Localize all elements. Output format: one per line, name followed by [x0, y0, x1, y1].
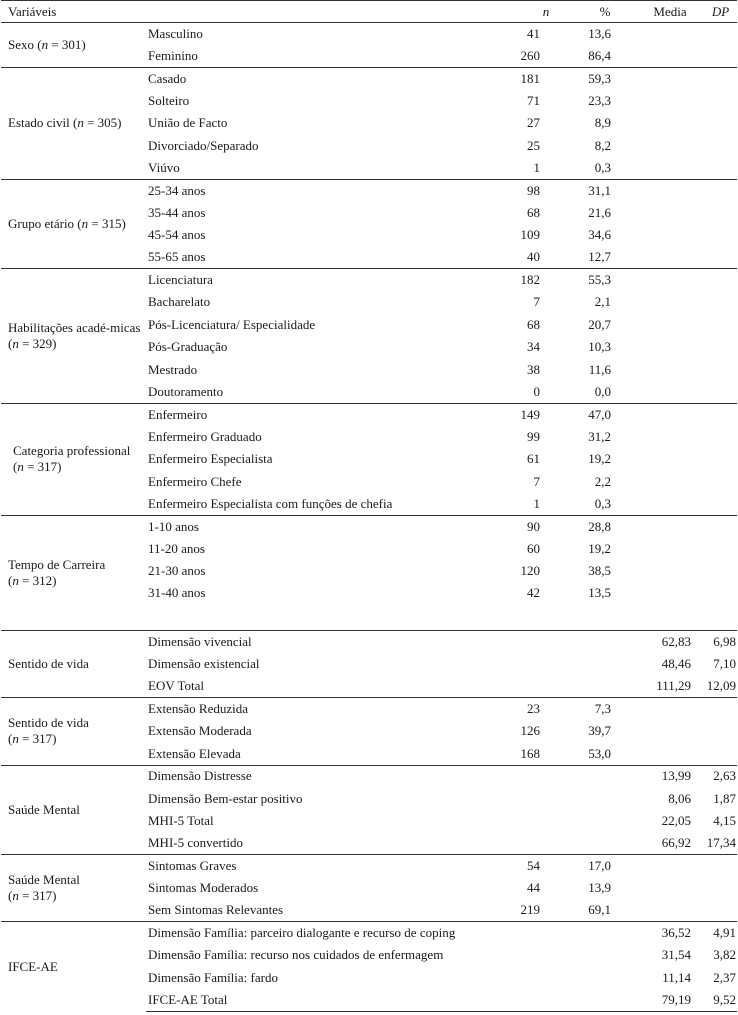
cell-media [636, 698, 696, 720]
cell-dp: 3,82 [713, 947, 736, 963]
row-label: Enfermeiro Especialista com funções de chefia [148, 495, 393, 511]
group-label: Estado civil (n = 305) [1, 67, 146, 179]
cell-pct [566, 765, 636, 787]
cell-dp [696, 246, 737, 268]
cell-pct: 11,6 [588, 361, 611, 377]
table-row [1, 765, 737, 787]
cell-dp [696, 45, 737, 67]
cell-media [636, 45, 696, 67]
group-label: Saúde Mental (n = 317) [1, 855, 146, 922]
cell-pct: 7,3 [566, 698, 636, 720]
cell-dp [696, 855, 737, 877]
cell-dp [696, 134, 737, 156]
group-label: Sentido de vida (n = 317) [1, 698, 146, 765]
row-label: Casado [146, 67, 512, 89]
cell-n: 38 [527, 361, 540, 377]
section-4 [1, 403, 737, 515]
cell-n: 61 [527, 451, 540, 467]
cell-dp: 1,87 [713, 790, 736, 806]
cell-dp [696, 515, 737, 537]
header-label-spacer [146, 1, 512, 23]
section-10 [1, 922, 737, 1012]
group-label: IFCE-AE [1, 922, 146, 1012]
row-label: Enfermeiro Especialista [148, 451, 273, 467]
cell-dp [696, 899, 737, 921]
cell-dp [696, 743, 737, 765]
row-label: IFCE-AE Total [146, 989, 512, 1011]
cell-media [636, 314, 696, 336]
cell-media: 11,14 [662, 969, 691, 985]
row-label: 31-40 anos [148, 585, 206, 601]
row-label: Dimensão existencial [148, 656, 260, 672]
cell-media [636, 269, 696, 291]
group-label: Sexo (n = 301) [1, 23, 146, 68]
cell-pct: 55,3 [566, 269, 636, 291]
table-row [1, 403, 737, 425]
row-label: União de Facto [148, 115, 228, 131]
cell-media [636, 202, 696, 224]
table-row [1, 269, 737, 291]
cell-media [636, 877, 696, 899]
header-pct: % [566, 1, 636, 23]
cell-media [636, 582, 696, 604]
cell-n [512, 631, 566, 653]
cell-n: 40 [527, 249, 540, 265]
cell-pct [566, 989, 636, 1011]
cell-n: 27 [527, 115, 540, 131]
cell-n: 219 [520, 902, 540, 918]
cell-n: 42 [527, 585, 540, 601]
cell-pct: 13,5 [588, 585, 611, 601]
cell-dp: 7,10 [713, 656, 736, 672]
cell-dp [696, 157, 737, 179]
cell-dp [696, 358, 737, 380]
row-label: 25-34 anos [146, 179, 512, 201]
row-label: Sintomas Graves [146, 855, 512, 877]
cell-pct [566, 967, 636, 989]
cell-media [636, 291, 696, 313]
group-label: Saúde Mental [1, 765, 146, 855]
cell-pct: 31,2 [588, 428, 611, 444]
row-label: 21-30 anos [148, 563, 206, 579]
section-2 [1, 179, 737, 269]
cell-pct [566, 810, 636, 832]
header-media: Media [636, 1, 696, 23]
cell-n: 1 [533, 495, 540, 511]
cell-n: 44 [527, 880, 540, 896]
cell-n: 126 [520, 723, 540, 739]
row-label: Enfermeiro Graduado [148, 428, 262, 444]
row-label: Dimensão Família: recurso nos cuidados de enfermagem [148, 947, 444, 963]
row-label: Dimensão Família: fardo [148, 969, 278, 985]
cell-pct: 8,2 [594, 137, 611, 153]
cell-media: 48,46 [661, 656, 691, 672]
cell-n: 7 [533, 473, 540, 489]
cell-dp: 4,15 [713, 812, 736, 828]
cell-dp [696, 336, 737, 358]
cell-n [512, 653, 566, 675]
section-5 [1, 515, 737, 631]
cell-pct: 38,5 [588, 563, 611, 579]
cell-dp [696, 381, 737, 403]
row-label: Extensão Elevada [148, 745, 241, 761]
cell-media [636, 743, 696, 765]
cell-media [636, 246, 696, 268]
header-n: n [512, 1, 566, 23]
cell-pct [566, 787, 636, 809]
cell-dp [696, 537, 737, 559]
cell-pct [566, 631, 636, 653]
cell-media: 13,99 [636, 765, 696, 787]
cell-n: 23 [512, 698, 566, 720]
row-label: 11-20 anos [148, 540, 205, 556]
cell-media: 31,54 [661, 947, 691, 963]
cell-pct: 12,7 [588, 249, 611, 265]
group-label: Tempo de Carreira (n = 312) [1, 515, 146, 631]
cell-media [636, 899, 696, 921]
cell-n: 0 [533, 383, 540, 399]
cell-pct: 59,3 [566, 67, 636, 89]
row-label: Enfermeiro Chefe [148, 473, 242, 489]
cell-dp [696, 314, 737, 336]
cell-media [636, 515, 696, 537]
row-label: Feminino [148, 47, 198, 63]
cell-pct: 13,9 [588, 880, 611, 896]
table-row [1, 631, 737, 653]
cell-n [512, 944, 566, 966]
section-6 [1, 631, 737, 698]
section-9 [1, 855, 737, 922]
sociodemographic-table [1, 0, 737, 1012]
cell-dp [696, 67, 737, 89]
header-dp: DP [696, 1, 737, 23]
cell-n: 41 [512, 23, 566, 45]
cell-media [636, 157, 696, 179]
table-row [1, 67, 737, 89]
cell-n: 109 [520, 227, 540, 243]
section-7 [1, 698, 737, 765]
cell-dp [696, 582, 737, 604]
cell-media: 66,92 [661, 835, 691, 851]
cell-dp [696, 269, 737, 291]
cell-pct: 39,7 [588, 723, 611, 739]
cell-n [512, 922, 566, 944]
cell-media: 36,52 [636, 922, 696, 944]
cell-n: 99 [527, 428, 540, 444]
row-label: Bacharelato [148, 294, 211, 310]
cell-n: 168 [520, 745, 540, 761]
header-row [1, 1, 737, 23]
table-row [1, 698, 737, 720]
cell-n: 60 [527, 540, 540, 556]
cell-n: 34 [527, 339, 540, 355]
row-label: Extensão Moderada [148, 723, 252, 739]
cell-media [636, 403, 696, 425]
row-label: MHI-5 convertido [148, 835, 243, 851]
cell-n: 90 [512, 515, 566, 537]
cell-pct: 31,1 [566, 179, 636, 201]
cell-pct: 0,0 [594, 383, 611, 399]
cell-dp [696, 470, 737, 492]
row-label: 1-10 anos [146, 515, 512, 537]
cell-pct: 13,6 [566, 23, 636, 45]
row-label: Dimensão vivencial [146, 631, 512, 653]
cell-dp [696, 720, 737, 742]
cell-media [636, 90, 696, 112]
cell-pct: 34,6 [588, 227, 611, 243]
cell-n [512, 832, 566, 854]
cell-media [636, 855, 696, 877]
cell-n [512, 787, 566, 809]
table-row [1, 922, 737, 944]
row-label: Sintomas Moderados [148, 880, 259, 896]
cell-pct: 2,1 [594, 294, 611, 310]
cell-pct: 53,0 [588, 745, 611, 761]
cell-media [636, 470, 696, 492]
cell-media [636, 224, 696, 246]
cell-pct [566, 944, 636, 966]
row-label: Doutoramento [148, 383, 224, 399]
cell-media [636, 179, 696, 201]
cell-media: 22,05 [661, 812, 691, 828]
section-8 [1, 765, 737, 855]
cell-dp [696, 112, 737, 134]
table-row [1, 515, 737, 537]
cell-media [636, 67, 696, 89]
table-row [1, 23, 737, 45]
group-label: Sentido de vida [1, 631, 146, 698]
cell-dp: 4,91 [696, 922, 737, 944]
cell-dp [696, 448, 737, 470]
cell-pct: 8,9 [594, 115, 611, 131]
cell-n [512, 675, 566, 697]
cell-dp [696, 877, 737, 899]
group-label: Grupo etário (n = 315) [1, 179, 146, 269]
cell-dp: 17,34 [706, 835, 736, 851]
row-label: Dimensão Família: parceiro dialogante e recurso de coping [146, 922, 512, 944]
cell-pct: 2,2 [594, 473, 611, 489]
cell-pct [566, 653, 636, 675]
cell-n [512, 765, 566, 787]
cell-n: 98 [512, 179, 566, 201]
row-label: Extensão Reduzida [146, 698, 512, 720]
cell-media: 111,29 [656, 678, 691, 694]
cell-pct: 0,3 [594, 159, 611, 175]
cell-media [636, 560, 696, 582]
cell-dp [696, 493, 737, 515]
cell-n [512, 989, 566, 1011]
row-label: EOV Total [148, 678, 205, 694]
cell-dp [696, 403, 737, 425]
cell-n: 71 [527, 92, 540, 108]
cell-pct: 20,7 [588, 316, 611, 332]
table-row [1, 855, 737, 877]
cell-n [512, 967, 566, 989]
cell-pct: 21,6 [588, 204, 611, 220]
cell-media [636, 358, 696, 380]
row-label: Divorciado/Separado [148, 137, 259, 153]
cell-n: 120 [520, 563, 540, 579]
cell-pct [566, 832, 636, 854]
cell-n: 1 [533, 159, 540, 175]
cell-dp [696, 426, 737, 448]
cell-media [636, 134, 696, 156]
cell-dp [696, 291, 737, 313]
row-label: Dimensão Bem-estar positivo [148, 790, 303, 806]
group-label: Categoria professional (n = 317) [1, 403, 146, 515]
cell-dp [696, 560, 737, 582]
cell-pct: 86,4 [588, 47, 611, 63]
cell-pct: 28,8 [566, 515, 636, 537]
cell-dp [696, 698, 737, 720]
cell-media: 79,19 [636, 989, 696, 1011]
cell-pct: 47,0 [566, 403, 636, 425]
cell-pct [566, 922, 636, 944]
cell-dp [696, 23, 737, 45]
cell-n: 68 [527, 316, 540, 332]
cell-dp [696, 202, 737, 224]
cell-media [636, 112, 696, 134]
row-label: Pós-Licenciatura/ Especialidade [148, 316, 316, 332]
row-label: Masculino [146, 23, 512, 45]
cell-media [636, 537, 696, 559]
cell-pct [566, 675, 636, 697]
row-label: 35-44 anos [148, 204, 206, 220]
cell-n: 182 [512, 269, 566, 291]
cell-n: 25 [527, 137, 540, 153]
cell-pct: 17,0 [566, 855, 636, 877]
section-1 [1, 67, 737, 179]
cell-n: 7 [533, 294, 540, 310]
row-label: MHI-5 Total [148, 812, 214, 828]
row-label: Solteiro [148, 92, 190, 108]
cell-n: 68 [527, 204, 540, 220]
row-label: Sem Sintomas Relevantes [148, 902, 284, 918]
row-label: 45-54 anos [148, 227, 206, 243]
cell-dp [696, 224, 737, 246]
cell-n: 181 [512, 67, 566, 89]
section-0 [1, 23, 737, 68]
cell-dp: 6,98 [696, 631, 737, 653]
cell-pct: 19,2 [588, 451, 611, 467]
cell-dp: 12,09 [706, 678, 736, 694]
cell-pct: 10,3 [588, 339, 611, 355]
cell-media: 8,06 [668, 790, 691, 806]
cell-media [636, 448, 696, 470]
header-variaveis: Variáveis [1, 1, 146, 23]
cell-dp: 9,52 [696, 989, 737, 1011]
cell-dp [696, 90, 737, 112]
row-label: 55-65 anos [148, 249, 206, 265]
cell-pct: 23,3 [588, 92, 611, 108]
row-label: Enfermeiro [146, 403, 512, 425]
cell-n: 54 [512, 855, 566, 877]
section-3 [1, 269, 737, 403]
cell-media [636, 336, 696, 358]
cell-dp: 2,37 [713, 969, 736, 985]
row-label: Viúvo [148, 159, 180, 175]
cell-media [636, 426, 696, 448]
group-label: Habilitações acadé-micas (n = 329) [1, 269, 146, 403]
row-label: Licenciatura [146, 269, 512, 291]
table-row [1, 179, 737, 201]
cell-dp [696, 179, 737, 201]
cell-n: 260 [520, 47, 540, 63]
cell-media [636, 493, 696, 515]
cell-n [512, 810, 566, 832]
row-label: Mestrado [148, 361, 198, 377]
cell-dp: 2,63 [696, 765, 737, 787]
cell-media [636, 381, 696, 403]
row-label: Pós-Graduação [148, 339, 228, 355]
row-label: Dimensão Distresse [146, 765, 512, 787]
cell-media [636, 23, 696, 45]
cell-n: 149 [512, 403, 566, 425]
cell-media [636, 720, 696, 742]
cell-pct: 0,3 [594, 495, 611, 511]
cell-pct: 19,2 [588, 540, 611, 556]
cell-pct: 69,1 [588, 902, 611, 918]
cell-media: 62,83 [636, 631, 696, 653]
